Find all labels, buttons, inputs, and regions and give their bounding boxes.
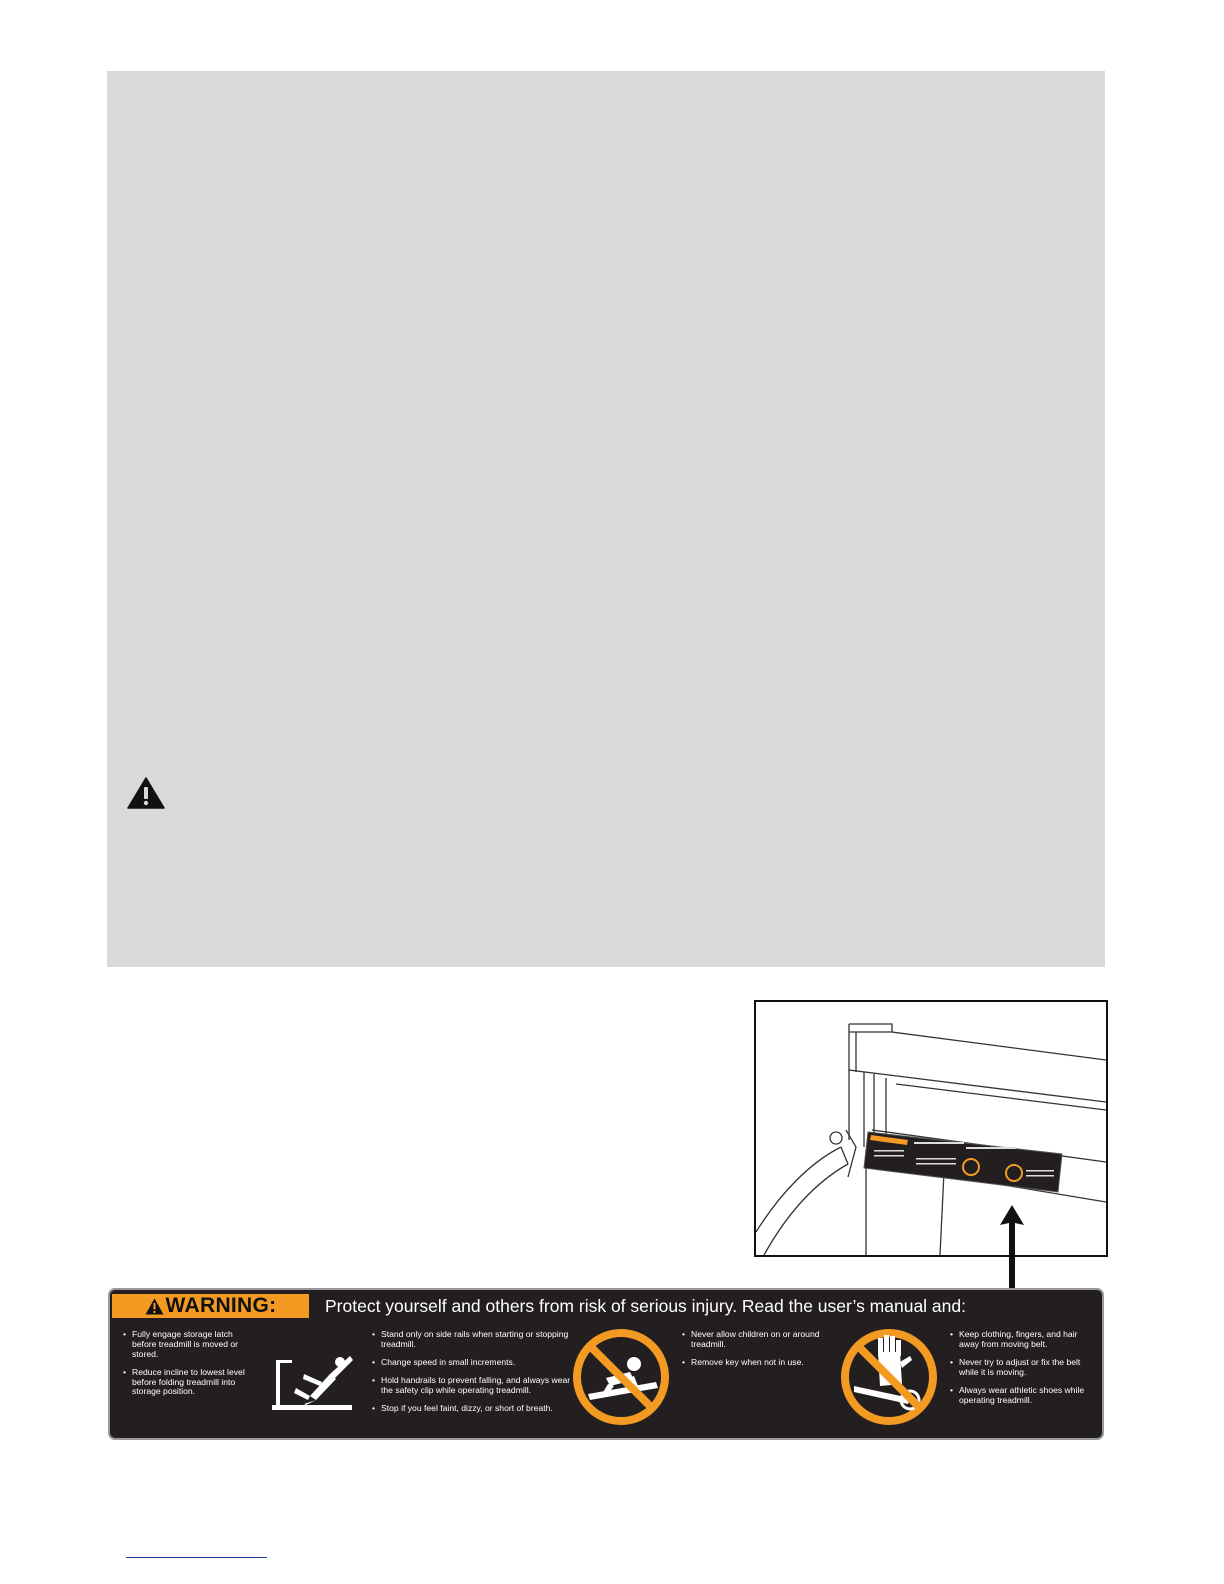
person-falling-treadmill-icon [270, 1352, 356, 1412]
list-item: • Reduce incline to lowest level before folding treadmill into storage position. [123, 1368, 258, 1397]
list-item: • Keep clothing, fingers, and hair away from moving belt. [950, 1330, 1090, 1350]
list-item: • Fully engage storage latch before treadmill is moved or stored. [123, 1330, 258, 1359]
warning-tag [112, 1294, 309, 1318]
list-item: • Change speed in small increments. [372, 1358, 572, 1368]
decal-column-2 [372, 1330, 572, 1423]
list-item: • Stand only on side rails when starting or stopping treadmill. [372, 1330, 572, 1350]
gray-content-panel [107, 71, 1105, 967]
warning-decal [108, 1288, 1104, 1440]
decal-headline: Protect yourself and others from risk of serious injury. Read the user’s manual and: [325, 1296, 966, 1316]
warning-triangle-icon [127, 777, 165, 809]
list-item: • Never try to adjust or fix the belt while it is moving. [950, 1358, 1090, 1378]
list-item: • Hold handrails to prevent falling, and always wear the safety clip while operating treadmill. [372, 1376, 572, 1396]
decal-column-3 [682, 1330, 822, 1376]
pointer-arrow [998, 1205, 1026, 1293]
footer-rule [126, 1557, 267, 1558]
warning-triangle-icon [145, 1298, 164, 1315]
warning-tag-label: WARNING: [165, 1294, 277, 1317]
no-children-icon [572, 1328, 670, 1426]
no-hands-near-belt-icon [840, 1328, 938, 1426]
list-item: • Stop if you feel faint, dizzy, or short of breath. [372, 1404, 572, 1414]
list-item: • Remove key when not in use. [682, 1358, 822, 1368]
decal-column-1 [123, 1330, 258, 1406]
list-item: • Always wear athletic shoes while operating treadmill. [950, 1386, 1090, 1406]
decal-location-illustration [754, 1000, 1108, 1257]
list-item: • Never allow children on or around treadmill. [682, 1330, 822, 1350]
decal-column-4 [950, 1330, 1090, 1414]
